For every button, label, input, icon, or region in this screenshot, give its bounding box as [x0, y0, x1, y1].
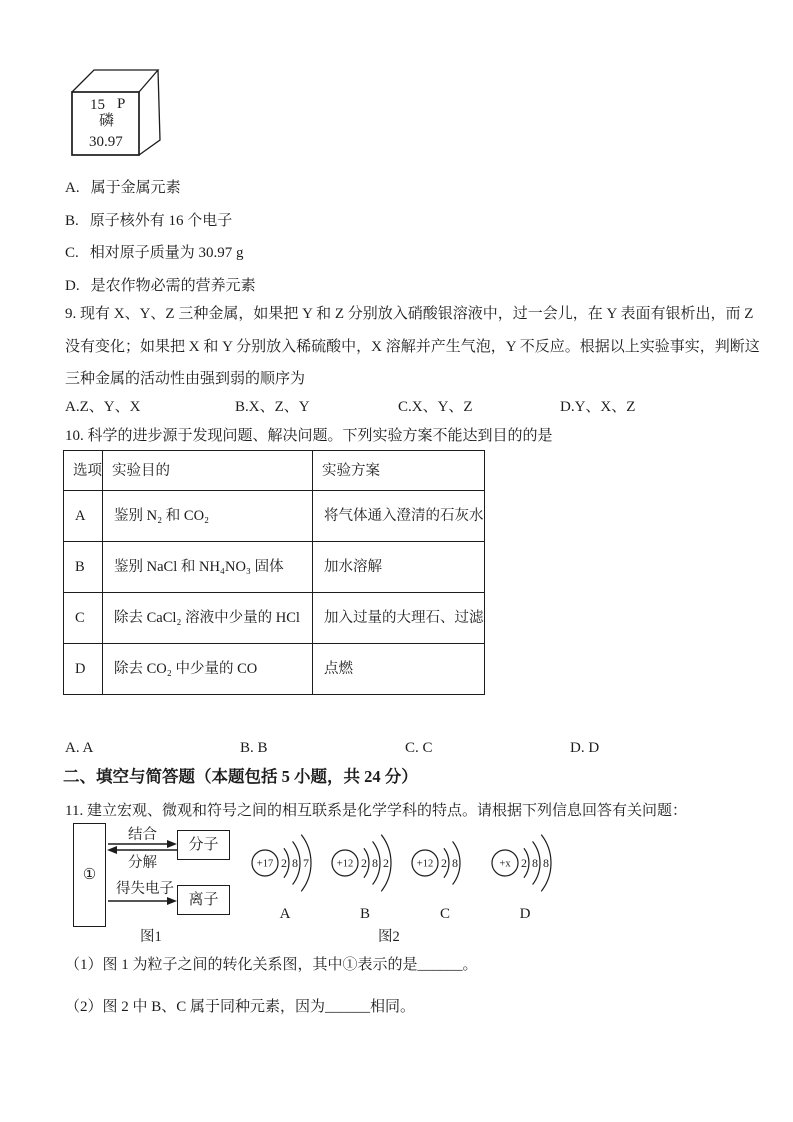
table-row: [64, 542, 485, 593]
q9-stem-line2: 没有变化；如果把 X 和 Y 分别放入稀硫酸中，X 溶解并产生气泡，Y 不反应。根据以上实验事实，判断这: [65, 339, 760, 355]
svg-text:7: 7: [303, 856, 309, 870]
atom-shell-icon: [490, 831, 560, 895]
q11-subquestion-1: （1）图 1 为粒子之间的转化关系图，其中①表示的是______。: [65, 957, 478, 973]
decompose-label: 分解: [128, 855, 157, 871]
option-label: D.: [65, 278, 80, 294]
ion-box: [177, 885, 230, 915]
molecule-box: [177, 830, 230, 860]
option-label: B.: [65, 213, 79, 229]
q10-option-a: A. A: [65, 740, 94, 756]
atom-structure-diagram: [490, 831, 560, 924]
q9-option-a: A.Z、Y、X: [65, 399, 141, 415]
row-plan: 将气体通入澄清的石灰水: [313, 491, 485, 542]
combine-label: 结合: [128, 827, 157, 843]
q9-option-c: C.X、Y、Z: [398, 399, 473, 415]
q9-option-b: B.X、Z、Y: [235, 399, 310, 415]
element-atomic-mass: 30.97: [89, 134, 123, 150]
q10-experiment-table: [63, 450, 485, 695]
q8-option-b: [65, 211, 232, 231]
header-option: 选项: [64, 451, 103, 491]
q11-subquestion-2: （2）图 2 中 B、C 属于同种元素，因为______相同。: [65, 999, 416, 1015]
element-info-cube: [66, 62, 168, 162]
svg-text:2: 2: [383, 856, 389, 870]
atom-shell-icon: [330, 831, 400, 895]
option-text: 属于金属元素: [90, 180, 181, 196]
table-row: [64, 491, 485, 542]
row-key: C: [64, 593, 103, 644]
row-plan: 加水溶解: [313, 542, 485, 593]
svg-text:8: 8: [543, 856, 549, 870]
table-row: [64, 593, 485, 644]
row-purpose: 鉴别 NaCl 和 NH₄NO₃ 固体: [103, 542, 313, 593]
source-particle-box: [73, 823, 106, 927]
q9-stem-line3: 三种金属的活动性由强到弱的顺序为: [65, 371, 306, 387]
row-key: D: [64, 644, 103, 695]
row-key: B: [64, 542, 103, 593]
atom-label: A: [279, 906, 291, 922]
option-text: 相对原子质量为 30.97 g: [89, 245, 244, 261]
atom-structure-diagram: [410, 831, 480, 924]
q9-stem-line1: 9. 现有 X、Y、Z 三种金属，如果把 Y 和 Z 分别放入硝酸银溶液中，过一会儿，在 Y 表面有银析出，而 Z: [65, 306, 754, 322]
electron-transfer-label: 得失电子: [116, 881, 174, 897]
header-purpose: 实验目的: [103, 451, 313, 491]
row-purpose: 鉴别 N₂ 和 CO₂: [103, 491, 313, 542]
element-symbol: P: [117, 96, 126, 112]
molecule-label: 分子: [188, 837, 219, 853]
q10-option-b: B. B: [240, 740, 268, 756]
svg-text:+12: +12: [416, 858, 434, 870]
atom-label: B: [359, 906, 370, 922]
atom-structure-diagram: [330, 831, 400, 924]
figure1-caption: 图1: [140, 929, 162, 945]
option-label: C.: [65, 245, 79, 261]
table-row: [64, 644, 485, 695]
row-purpose: 除去 CO₂ 中少量的 CO: [103, 644, 313, 695]
atom-structure-diagram: [250, 831, 320, 924]
svg-text:2: 2: [521, 856, 527, 870]
atom-label: C: [439, 906, 450, 922]
svg-text:+12: +12: [336, 858, 354, 870]
q11-stem: 11. 建立宏观、微观和符号之间的相互联系是化学学科的特点。请根据下列信息回答有关问题：: [65, 803, 687, 819]
section2-title: 二、填空与简答题（本题包括 5 小题，共 24 分）: [63, 767, 418, 786]
option-text: 是农作物必需的营养元素: [90, 278, 256, 294]
row-plan: 加入过量的大理石、过滤: [313, 593, 485, 644]
q10-stem: 10. 科学的进步源于发现问题、解决问题。下列实验方案不能达到目的的是: [65, 428, 553, 444]
atom-shell-icon: [410, 831, 480, 895]
row-plan: 点燃: [313, 644, 485, 695]
row-purpose: 除去 CaCl₂ 溶液中少量的 HCl: [103, 593, 313, 644]
figure1-particle-diagram: [63, 818, 263, 948]
svg-text:8: 8: [532, 856, 538, 870]
figure2-caption: 图2: [378, 929, 400, 945]
row-key: A: [64, 491, 103, 542]
atom-shell-icon: [250, 831, 320, 895]
svg-text:+x: +x: [499, 858, 511, 870]
svg-text:+17: +17: [256, 858, 274, 870]
svg-text:2: 2: [281, 856, 287, 870]
element-name: 磷: [99, 113, 115, 129]
q9-option-d: D.Y、X、Z: [560, 399, 636, 415]
option-label: A.: [65, 180, 80, 196]
svg-text:8: 8: [372, 856, 378, 870]
svg-text:2: 2: [441, 856, 447, 870]
q10-option-c: C. C: [405, 740, 433, 756]
q8-option-d: [65, 276, 256, 296]
q8-option-a: [65, 178, 181, 198]
source-particle-label: ①: [82, 867, 97, 883]
svg-text:8: 8: [292, 856, 298, 870]
element-atomic-number: 15: [90, 97, 105, 113]
q8-option-c: [65, 243, 244, 263]
svg-text:8: 8: [452, 856, 458, 870]
atom-label: D: [519, 906, 531, 922]
q10-option-d: D. D: [570, 740, 600, 756]
svg-text:2: 2: [361, 856, 367, 870]
ion-label: 离子: [188, 892, 219, 908]
figure2-atoms: [250, 831, 560, 924]
header-plan: 实验方案: [313, 451, 485, 491]
table-header-row: [64, 451, 485, 491]
option-text: 原子核外有 16 个电子: [89, 213, 233, 229]
